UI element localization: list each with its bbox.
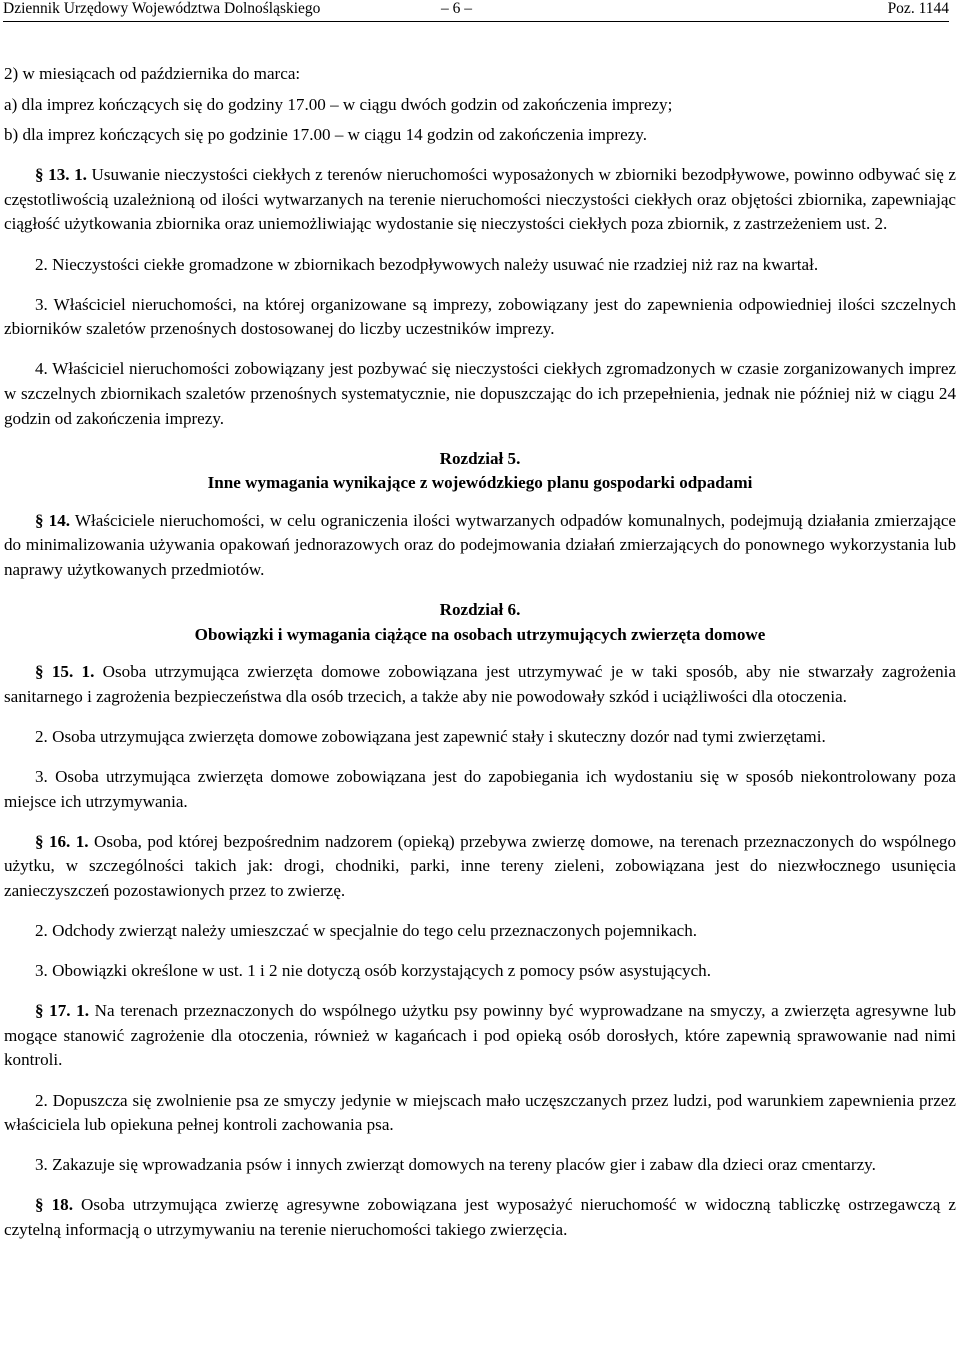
paragraph-16-1: § 16. 1. Osoba, pod której bezpośrednim nadzorem (opieką) przebywa zwierzę domowe, na terenach przeznaczonych do wspólnego użytku, w szczególności takich jak: drogi, chodniki, parki, inne tereny zieleni, zobowiązana jest do niezwłocznego usunięcia zanieczyszczeń pozostawionych przez to zwierzę. bbox=[4, 831, 956, 900]
intro-list bbox=[4, 62, 956, 148]
section-number: § 14. bbox=[35, 510, 71, 530]
paragraph-18: § 18. Osoba utrzymująca zwierzę agresywne zobowiązana jest wyposażyć nieruchomość w widoczną tabliczkę ostrzegawczą z czytelną informacją o utrzymywaniu na terenie nieruchomości takiego zwierzęcia. bbox=[4, 1195, 956, 1239]
list-item: b) dla imprez kończących się po godzinie 17.00 – w ciągu 14 godzin od zakończenia imprezy. bbox=[4, 125, 648, 145]
chapter-6-title: Obowiązki i wymagania ciążące na osobach utrzymujących zwierzęta domowe bbox=[194, 624, 766, 644]
position-number: Poz. 1144 bbox=[887, 0, 949, 17]
paragraph-17-2: 2. Dopuszcza się zwolnienie psa ze smyczy jedynie w miejscach mało uczęszczanych przez ludzi, pod warunkiem zapewnienia przez właściciela lub opiekuna pełnej kontroli zachowania psa. bbox=[4, 1090, 956, 1135]
paragraph-13-1: § 13. 1. Usuwanie nieczystości ciekłych z terenów nieruchomości wyposażonych w zbiorniki bezodpływowe, powinno odbywać się z częstotliwością uzależnioną od ilości wytwarzanych na terenie nieruchomości nieczystości ciekłych oraz objętości zbiornika, zapewniając ciągłość użytkowania zbiornika oraz uniemożliwiając wydostanie się nieczystości ciekłych poza zbiornik, z zastrzeżeniem ust. 2. bbox=[4, 165, 956, 234]
paragraph-16-2: 2. Odchody zwierząt należy umieszczać w specjalnie do tego celu przeznaczonych pojemnikach. bbox=[35, 921, 698, 941]
paragraph-17-1: § 17. 1. Na terenach przeznaczonych do wspólnego użytku psy powinny być wyprowadzane na smyczy, a zwierzęta agresywne lub mogące stanowić zagrożenie dla otoczenia, również w kagańcach i pod opieką osób dorosłych, które zapewnią sprawowanie nad nimi kontroli. bbox=[4, 1001, 957, 1070]
page-number: – 6 – bbox=[441, 0, 472, 17]
chapter-5-title: Inne wymagania wynikające z wojewódzkiego planu gospodarki odpadami bbox=[207, 473, 753, 493]
paragraph-15-2: 2. Osoba utrzymująca zwierzęta domowe zobowiązana jest zapewnić stały i skuteczny dozór nad tymi zwierzętami. bbox=[35, 726, 826, 746]
section-number: § 18. bbox=[35, 1195, 73, 1215]
list-item: 2) w miesiącach od października do marca: bbox=[4, 64, 301, 83]
header-divider bbox=[3, 21, 949, 22]
section-number: § 17. 1. bbox=[35, 1001, 90, 1021]
journal-title: Dziennik Urzędowy Województwa Dolnośląskiego bbox=[3, 0, 321, 17]
paragraph-15-3: 3. Osoba utrzymująca zwierzęta domowe zobowiązana jest do zapobiegania ich wydostaniu się w sposób niekontrolowany poza miejsce ich utrzymywania. bbox=[4, 767, 956, 811]
paragraph-16-3: 3. Obowiązki określone w ust. 1 i 2 nie dotyczą osób korzystających z pomocy psów asystujących. bbox=[35, 961, 711, 981]
document-body bbox=[4, 62, 956, 1242]
paragraph-15-1: § 15. 1. Osoba utrzymująca zwierzęta domowe zobowiązana jest utrzymywać je w taki sposób, aby nie stwarzały zagrożenia sanitarnego i zagrożenia bezpieczeństwa dla osób trzecich, a także aby nie powodowały szkód i uciążliwości dla otoczenia. bbox=[4, 662, 956, 706]
list-item: a) dla imprez kończących się do godziny 17.00 – w ciągu dwóch godzin od zakończenia imprezy; bbox=[4, 94, 673, 114]
section-number: § 13. 1. bbox=[35, 165, 87, 185]
paragraph-17-3: 3. Zakazuje się wprowadzania psów i innych zwierząt domowych na tereny placów gier i zabaw dla dzieci oraz cmentarzy. bbox=[35, 1155, 876, 1175]
paragraph-13-2: 2. Nieczystości ciekłe gromadzone w zbiornikach bezodpływowych należy usuwać nie rzadziej niż raz na kwartał. bbox=[35, 254, 819, 274]
paragraph-13-3: 3. Właściciel nieruchomości, na której organizowane są imprezy, zobowiązany jest do zapewnienia odpowiedniej ilości szczelnych zbiorników szaletów przenośnych dostosowanej do liczby uczestników imprezy. bbox=[4, 294, 956, 339]
paragraph-13-4: 4. Właściciel nieruchomości zobowiązany jest pozbywać się nieczystości ciekłych zgromadzonych w czasie zorganizowanych imprez w szczelnych zbiornikach szaletów przenośnych systematycznie, nie dopuszczając do ich przepełnienia, jednak nie później niż w ciągu 24 godzin od zakończenia imprezy. bbox=[4, 359, 956, 428]
section-number: § 15. 1. bbox=[35, 662, 95, 682]
chapter-6-number: Rozdział 6. bbox=[439, 600, 521, 620]
page-header bbox=[3, 0, 949, 22]
section-number: § 16. 1. bbox=[35, 831, 89, 851]
chapter-5-number: Rozdział 5. bbox=[439, 448, 521, 468]
paragraph-14: § 14. Właściciele nieruchomości, w celu ograniczenia ilości wytwarzanych odpadów komunalnych, podejmują działania zmierzające do minimalizowania używania opakowań jednorazowych oraz do podejmowania działań zmierzających do ponownego wykorzystania lub naprawy użytkowanych przedmiotów. bbox=[4, 510, 956, 579]
